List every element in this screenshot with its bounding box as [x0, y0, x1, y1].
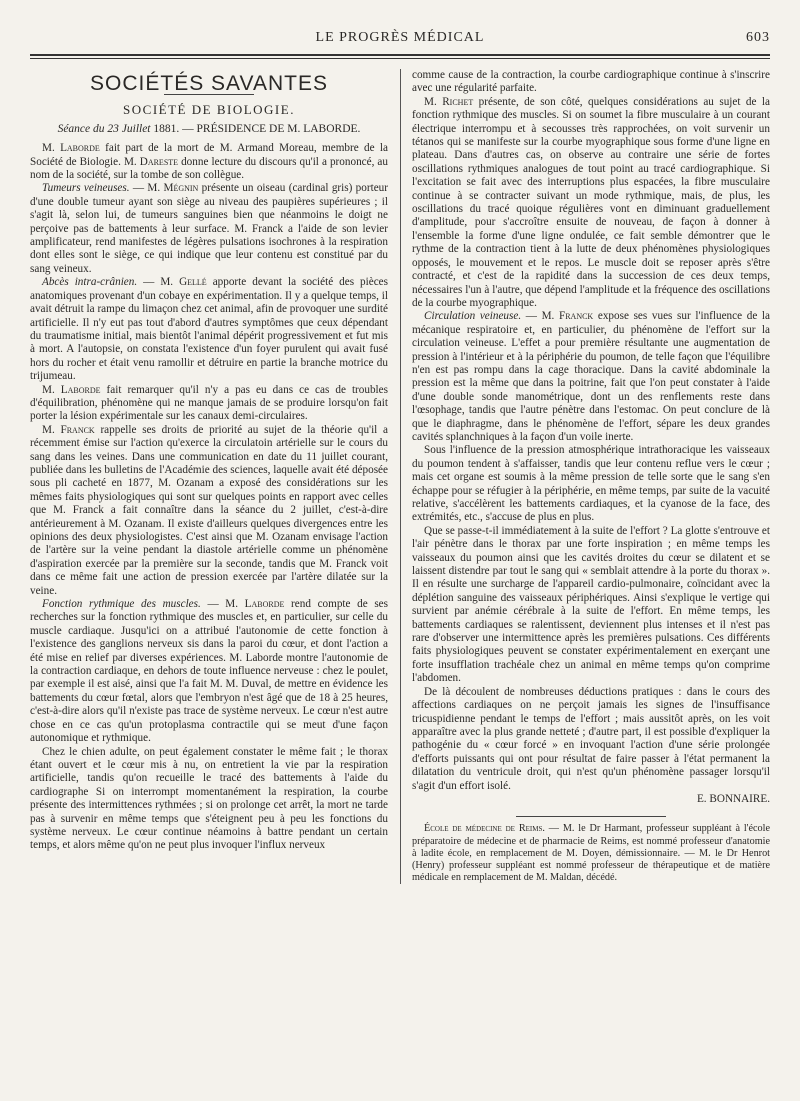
running-head: [30, 30, 770, 52]
left-column: [30, 69, 388, 884]
right-column: [412, 69, 770, 884]
paragraph: Que se passe-t-il immédiatement à la suite de l'effort ? La glotte s'entrouve et l'air pénètre dans le thorax par une forte inspiration ; en même temps les vaisseaux du poumon ainsi que les cavités droites du cœur se dilatent et se laissent distendre par tout le sang qui « semblait attendre à la porte du thorax ». Il en résulte une surcharge de l'appareil cardio-pulmonaire, coïncidant avec la déplétion sanguine des vaisseaux périphériques. Ainsi s'explique le vertige qui survient par anémie cérébrale à la suite de l'effort. En même temps, les battements cardiaques se ralentissent, deviennent plus intenses et il n'est pas rare d'observer une intermittence après les premières pulsations. Ces différents faits physiologiques peuvent se constater expérimentalement en exerçant une forte insufflation trachéale chez un animal en même temps qu'on comprime l'abdomen.: [412, 524, 770, 685]
paragraph: Chez le chien adulte, on peut également constater le même fait ; le thorax étant ouvert et le cœur mis à nu, on entretient la vie par la respiration artificielle, tandis qu'on recueille le tracé des battements à l'aide du cardiographe Si on interrompt momentanément la respiration, la courbe présente des intermittences rythmées ; si on prolonge cet arrêt, la mort ne tarde pas à survenir en même temps que s'éteignent peu à peu les fonctions du système nerveux. Le cœur continue néamoins à battre pendant un certain temps, et alors même qu'on ne peut plus invoquer l'influx nerveux: [30, 745, 388, 852]
paragraph: Tumeurs veineuses. — M. Mégnin présente un oiseau (cardinal gris) porteur d'une double tumeur ayant son siège au niveau des paupières supérieures ; il s'agit là, selon lui, de tumeurs sanguines bien que néanmoins le doigt ne perçoive pas de battements à leur surface. M. Franck a l'aide de son levier amplificateur, rend manifestes de légères pulsations isochrones à la respiration dont elles sont le siège, ce qui indique que leur contenu est constitué par du sang veineux.: [30, 182, 388, 275]
paragraph: comme cause de la contraction, la courbe cardiographique continue à s'inscrire avec une régularité parfaite.: [412, 69, 770, 95]
header-rule: [30, 54, 770, 59]
paragraph: M. Franck rappelle ses droits de priorité au sujet de la théorie qu'il a récemment émise sur l'action qu'exerce la circulatoin artérielle sur le cours du sang dans les veines. Dans une communication en date du 11 juillet courant, publiée dans les bulletins de l'Académie des sciences, laquelle avait été déposée sous pli cacheté en 1877, M. Ozanam a exposé des considérations sur les mêmes faits physiologiques qui sont sur quelques points en rapport avec celles que M. Franck a fait connaître dans la séance du 2 juillet, c'est-à-dire antérieurement à M. Ozanam. Il existe d'ailleurs quelques divergences entre les opinions des deux physiologistes. C'est ainsi que M. Ozanam envisage l'action de l'artère sur la veine pendant la diastole artérielle comme un phénomène d'aspiration exercée par la première sur la seconde, tandis que M. Franck voit dans ce même fait une action de pression exercée par l'artère dilatée sur la veine.: [30, 423, 388, 597]
paragraph: De là découlent de nombreuses déductions pratiques : dans le cours des affections cardiaques on ne perçoit jamais les signes de l'insuffisance tricuspidienne pendant le temps de l'effort ; mais aussitôt après, on les voit apparaître avec la plus grande netteté ; d'autre part, il est possible d'expliquer la pathogénie du « cœur forcé » en invoquant l'action d'une série prolongée d'efforts puissants qui ont pour résultat de faire passer à l'état permanent la dilatation du ventricule droit, qui n'est qu'un phénomène passager lorsqu'il s'agit d'un effort isolé.: [412, 685, 770, 792]
paragraph: Sous l'influence de la pression atmosphérique intrathoracique les vaisseaux du poumon tendent à s'affaisser, tandis que leur contenu reflue vers le cœur ; mais cet organe est soumis à la même pression de telle sorte que le sang s'en échappe pour se réfugier à la périphérie, en même temps, par suite de la vacuité relative, s'accélèrent les battements cardiaques, et la cyanose de la face, des extrémités, etc., s'accuse de plus en plus.: [412, 444, 770, 524]
author-signature: E. BONNAIRE.: [696, 792, 770, 805]
two-column-body: [30, 69, 770, 884]
column-separator: [400, 69, 401, 884]
section-title: SOCIÉTÉS SAVANTES: [90, 72, 328, 95]
paragraph: M. Laborde fait remarquer qu'il n'y a pas eu dans ce cas de troubles d'équilibration, phénomène qui ne manque jamais de se produire lorsqu'on fait porter la lésion expérimentale sur les canaux demi-circulaires.: [30, 383, 388, 423]
news-item: École de médecine de Reims. — M. le Dr Harmant, professeur suppléant à l'école préparatoire de médecine et de pharmacie de Reims, est nommé professeur d'anatomie à ladite école, en remplacement de M. Doyen, démissionnaire. — M. le Dr Henrot (Henry) professeur suppléant est nommé professeur de thérapeutique et de matière médicale en remplacement de M. Maldan, décédé.: [412, 823, 770, 884]
paragraph: Fonction rythmique des muscles. — M. Laborde rend compte de ses recherches sur la fonction rythmique des muscles et, en particulier, sur celle du muscle cardiaque. Jusqu'ici on a attribué l'autonomie de cette fonction à l'existence des ganglions nerveux sis dans la paroi du cœur, et dont l'action a été mise en relief par diverses expériences. M. Laborde montre l'autonomie de la contraction cardiaque, en dehors de toute influence nerveuse : chez le poulet, par exemple il est aisé, ainsi que l'a fait M. M. Duval, de mettre en évidence les battements du cœur fœtal, alors que l'embryon n'est âgé que de 18 à 25 heures, c'est-à-dire alors qu'il n'existe pas trace de système nerveux. Le cœur n'est autre chose en ce cas qu'un protoplasma contractile qui se meut d'une façon autonomique et rythmique.: [30, 598, 389, 745]
page-number: 603: [746, 30, 770, 45]
journal-page: [30, 30, 770, 884]
society-title: SOCIÉTÉ DE BIOLOGIE.: [123, 102, 295, 118]
paragraph: M. Laborde fait part de la mort de M. Armand Moreau, membre de la Société de Biologie. M. Dareste donne lecture du discours qu'il a prononcé, au nom de la société, sur la tombe de son collègue.: [30, 142, 388, 182]
paragraph: Circulation veineuse. — M. Franck expose ses vues sur l'influence de la mécanique respiratoire et, en particulier, du phénomène de l'effort sur la circulation veineuse. L'effet a pour première résultante une augmentation de pression à l'intérieur et à la périphérie du poumon, de telle façon que l'équilibre n'en est pas rompu dans la cage thoracique. Dans la cavité abdominale la pression est la même que dans la poitrine, fait que l'on peut constater à l'aide d'une double sonde manométrique, dont un des renflements reste dans l'œsophage, tandis que l'autre pénètre dans l'estomac. On peut conclure de là que le diaphragme, dans le phénomène de l'effort, sépare les deux grandes cavités splanchniques à la façon d'un voile inerte.: [412, 310, 770, 443]
paragraph: M. Richet présente, de son côté, quelques considérations au sujet de la fonction rythmique des muscles. Si on soumet la fibre musculaire à un courant électrique interrompu et à secousses très rapprochées, on voit survenir un tétanos qui se manifeste sur la courbe myographique sous forme d'une ligne en plateau. Dans d'autres cas, on observe au contraire une série de fortes oscillations rythmiques analogues de tout point au tracé cardiographique. Si l'excitation se fait avec des interruptions plus espacées, la fibre musculaire continue à se contracter suivant un mode rythmique, mais, de plus, les oscillations du tracé quoique régulières vont en diminuant graduellement d'amplitude, pour s'accroître ensuite de nouveau, de façon à donner à l'ensemble la forme d'une ligne ondulée, ce fait semble démontrer que le rythme de la contraction tient à la lutte de deux phénomènes physiologiques opposés, le mouvement et le repos. Le muscle doit se reposer après s'être contracté, et c'est de la rapidité dans la succession de ces deux temps, nécessaires l'un à l'autre, que dépend l'amplitude et la fréquence des oscillations de la courbe myographique.: [412, 95, 771, 309]
news-rule: [516, 816, 666, 817]
session-line: Séance du 23 Juillet 1881. — PRÉSIDENCE DE M. LABORDE.: [57, 122, 361, 135]
journal-title: LE PROGRÈS MÉDICAL: [315, 30, 485, 45]
paragraph: Abcès intra-crânien. — M. Gellé apporte devant la société des pièces anatomiques provenant d'un cobaye en expérimentation. Il y a quelque temps, il avait détruit la rampe du limaçon chez cet animal, afin de provoquer une surdité artificielle. Il n'y eut pas tout d'abord d'autres symptômes que ceux dépendant du traumatisme initial, mais bientôt l'animal dépérit progressivement et fut mis à mort. A l'autopsie, on constata l'existence d'un foyer purulent qui avait fusé hors du rocher et était venu ramollir et détruire en partie la branche motrice du trijumeau.: [30, 276, 388, 383]
